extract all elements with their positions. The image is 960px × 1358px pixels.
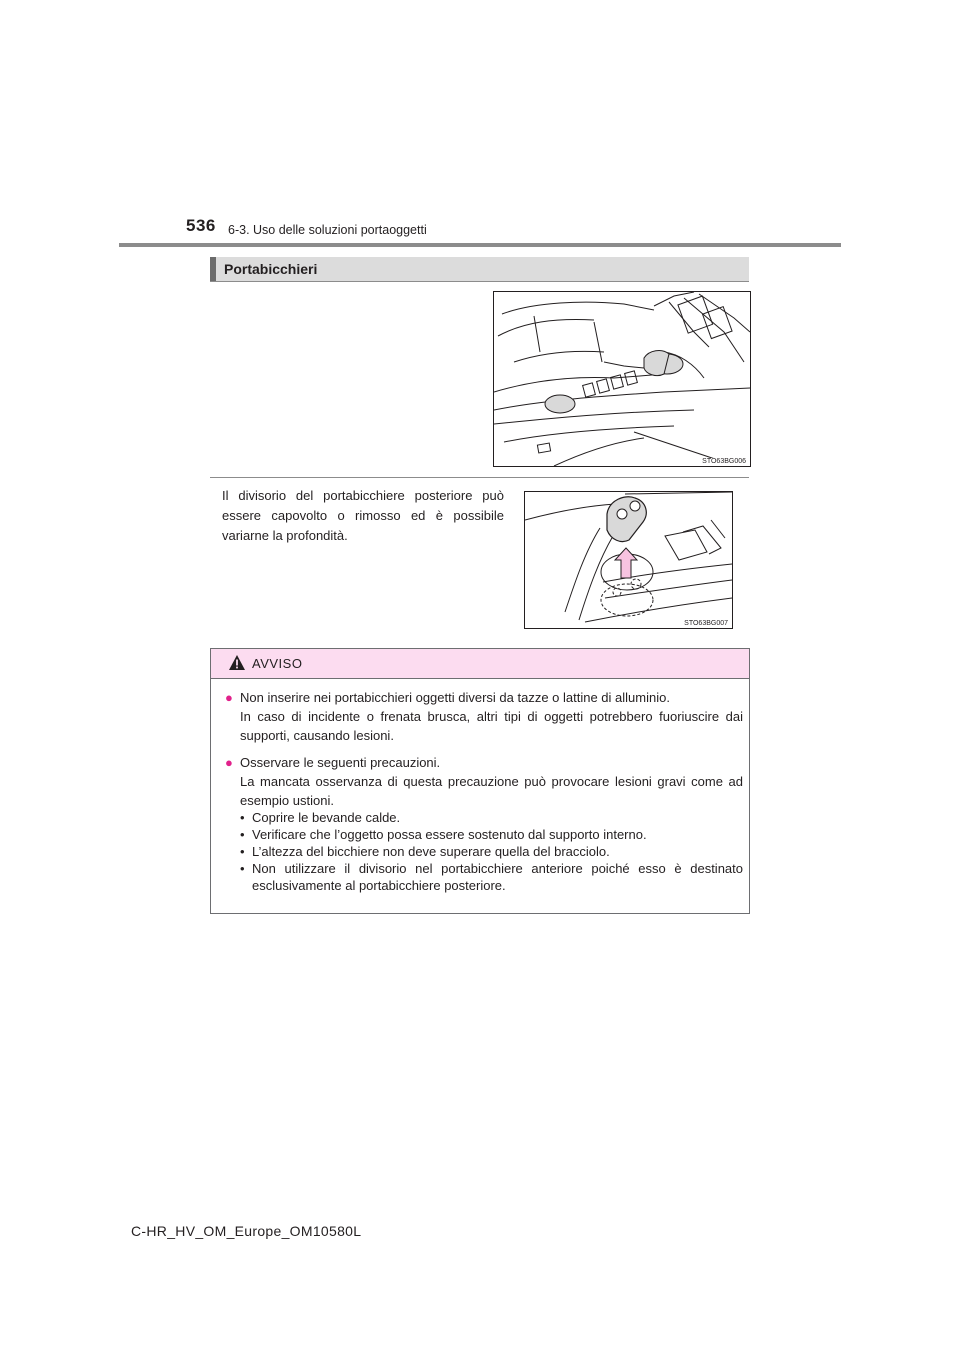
precaution-item: • Verificare che l’oggetto possa essere sostenuto dal supporto interno. — [240, 827, 647, 842]
bullet-icon: ● — [225, 690, 233, 705]
cup-holder-console-illustration — [493, 291, 751, 467]
precaution-list — [240, 809, 743, 894]
page-number: 536 — [186, 216, 216, 235]
header-rule — [119, 243, 841, 247]
warning-triangle-icon — [228, 654, 246, 671]
warning-header — [211, 649, 749, 679]
cup-holder-divider-illustration — [524, 491, 733, 629]
heading-accent — [210, 257, 216, 281]
body-paragraph: Il divisorio del portabicchiere posteriore può essere capovolto o rimosso ed è possibile variarne la profondità. — [222, 488, 504, 543]
precaution-item: • Coprire le bevande calde. — [240, 810, 401, 825]
warning-item-line: In caso di incidente o frenata brusca, altri tipi di oggetti potrebbero fuoriuscire dai supporti, causando lesioni. — [240, 709, 743, 743]
bullet-icon: ● — [225, 755, 233, 770]
console-line-drawing — [494, 292, 750, 466]
precaution-item: • L’altezza del bicchiere non deve superare quella del bracciolo. — [240, 844, 610, 859]
precaution-item: • Non utilizzare il divisorio nel portabicchiere anteriore poiché esso è destinato esclusivamente al portabicchiere posteriore. — [240, 861, 743, 893]
section-divider — [210, 477, 749, 478]
warning-item — [225, 688, 743, 745]
precaution-text: Verificare che l’oggetto possa essere sostenuto dal supporto interno. — [252, 827, 647, 842]
document-id: C-HR_HV_OM_Europe_OM10580L — [131, 1223, 362, 1239]
figure-code: STO63BG007 — [684, 620, 728, 627]
warning-item-line: La mancata osservanza di questa precauzione può provocare lesioni gravi come ad esempio ustioni. — [240, 774, 743, 808]
precaution-text: L’altezza del bicchiere non deve superare quella del bracciolo. — [252, 844, 610, 859]
warning-item-line: Non inserire nei portabicchieri oggetti diversi da tazze o lattine di alluminio. — [240, 690, 670, 705]
subsection-underline — [210, 281, 749, 282]
warning-item — [225, 753, 743, 810]
divider-line-drawing — [525, 492, 732, 628]
section-title: 6-3. Uso delle soluzioni portaoggetti — [228, 223, 427, 237]
subsection-heading — [210, 257, 749, 281]
subsection-title: Portabicchieri — [224, 261, 318, 277]
warning-title: AVVISO — [252, 656, 303, 671]
warning-box — [210, 648, 750, 914]
figure-code: STO63BG006 — [702, 458, 746, 465]
precaution-text: Non utilizzare il divisorio nel portabicchiere anteriore poiché esso è destinato esclusivamente al portabicchiere posteriore. — [252, 861, 743, 893]
warning-item-line: Osservare le seguenti precauzioni. — [240, 755, 441, 770]
precaution-text: Coprire le bevande calde. — [252, 810, 401, 825]
